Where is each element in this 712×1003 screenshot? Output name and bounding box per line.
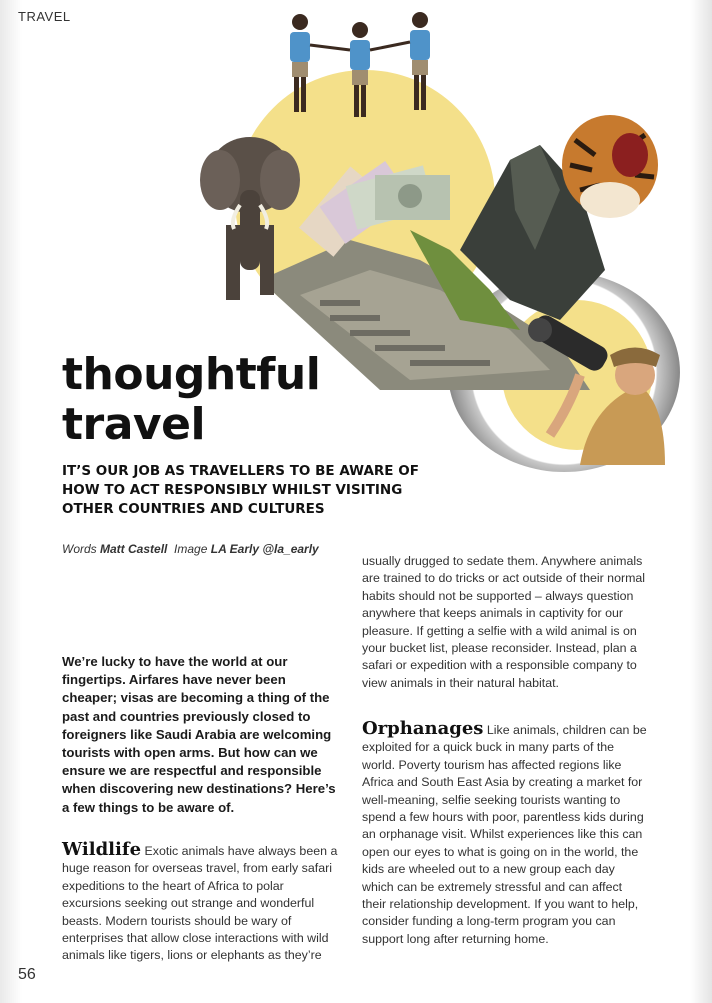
title-line-2: travel <box>62 399 206 450</box>
wildlife-continued: usually drugged to sedate them. Anywhere animals are trained to do tricks or act outside of their normal habits should not be supported – always question anywhere that keeps animals in captivity for our pleasure. If getting a selfie with a wild animal is on your bucket list, please reconsider. Instead, plan a safari or expedition with a responsible company to view animals in their natural habitat. <box>362 554 646 690</box>
banknotes-illustration <box>290 160 460 280</box>
title-line-1: thoughtful <box>62 349 321 400</box>
tiger-illustration <box>550 105 660 235</box>
words-author: Matt Castell <box>100 542 168 556</box>
words-label: Words <box>62 542 97 556</box>
photographer-illustration <box>520 305 670 465</box>
image-author: LA Early @la_early <box>210 542 319 556</box>
orphanages-body: Like animals, children can be exploited for a quick buck in many parts of the world. Poverty tourism has affected regions like Africa and South East Asia by creating a market for well-meaning, selfie seeking tourists wanting to spend a few hours with poor, parentless kids during an orphanage visit. Whilst experiences like this can open our eyes to what is going on in the world, the kids are wheeled out to a new group each day which can be extremely stressful and can affect their relationship development. If you want to help, consider funding a long-term program you can support long after returning home. <box>362 723 647 946</box>
children-illustration <box>270 10 450 130</box>
wildlife-heading: Wildlife <box>62 839 142 860</box>
standfirst: IT’S OUR JOB AS TRAVELLERS TO BE AWARE OF HOW TO ACT RESPONSIBLY WHILST VISITING OTHER COUNTRIES AND CULTURES <box>62 463 419 517</box>
credits <box>62 542 319 556</box>
section-label: TRAVEL <box>18 9 71 24</box>
article-title <box>62 350 320 450</box>
elephant-illustration <box>200 130 300 305</box>
page-number: 56 <box>18 966 36 983</box>
wildlife-section <box>62 841 344 965</box>
orphanages-heading: Orphanages <box>362 718 484 739</box>
orphanages-section <box>362 720 647 948</box>
image-label: Image <box>174 542 208 556</box>
wildlife-body: Exotic animals have always been a huge reason for overseas travel, from early safari expeditions to the heart of Africa to polar excursions seeking out strange and wonderful beasts. Modern tourists should be wary of enterprises that allow close interactions with wild animals like tigers, lions or elephants as they’re <box>62 844 338 963</box>
intro-paragraph: We’re lucky to have the world at our fingertips. Airfares have never been cheaper; visas are becoming a thing of the past and countries previously closed to foreigners like Saudi Arabia are welcoming tourists with open arms. But how can we ensure we are respectful and responsible when discovering new destinations? Here’s a few things to be aware of. <box>62 654 336 815</box>
